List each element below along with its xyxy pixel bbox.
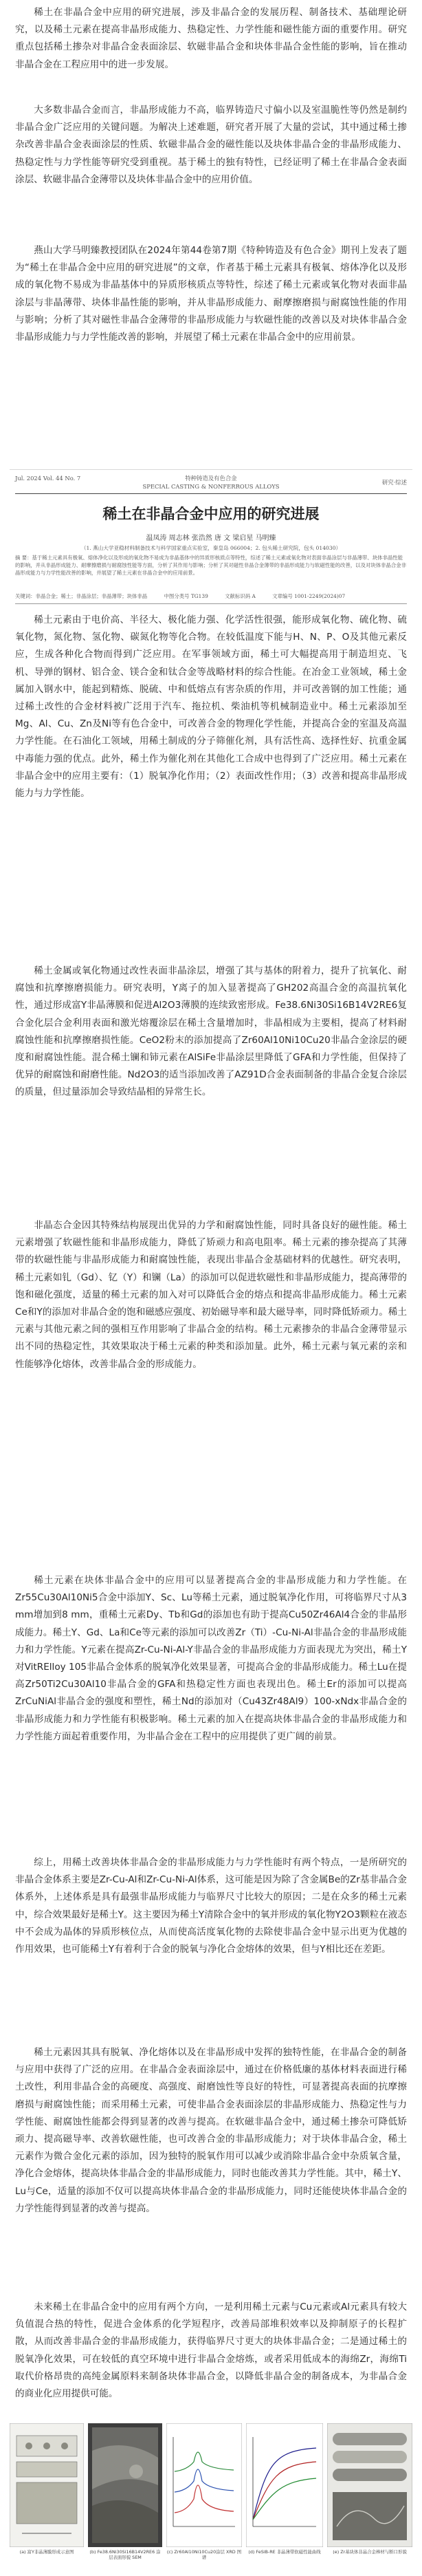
figure-e <box>327 2423 412 2555</box>
article-meta <box>15 592 407 600</box>
figure-b <box>88 2423 162 2561</box>
figure-c <box>166 2423 242 2561</box>
journal-name-cn: 特种铸造及有色合金 <box>185 475 237 482</box>
intro-text: 大多数非晶合金而言，非晶形成能力不高，临界铸造尺寸偏小以及室温脆性等仍然是制约非晶合金广泛应用的关键问题。为解决上述难题，研究者开展了大量的尝试，其中通过稀土掺杂改善非晶合金表面涂层的性质、软磁非晶合金的磁性能以及块体非晶合金的非晶形成能力、热稳定性与力学性能等研究受到重视。基于稀土的独有特性，已经证明了稀土在非晶合金表面涂层、软磁非晶合金薄带以及块体非晶合金中的应用价值。 <box>15 105 407 185</box>
intro-paragraph-3 <box>0 242 422 346</box>
journal-name <box>15 474 407 491</box>
body-text: 综上，用稀土改善块体非晶合金的非晶形成能力与力学性能时有两个特点，一是所研究的非晶合金体系主要是Zr-Cu-Al和Zr-Cu-Ni-Al体系，这可能是因为除了含金属Be的Zr基非晶合金体系外，上述体系是具有最强非晶形成能力与临界尺寸比较大的原因；二是在众多的稀土元素中，综合效果最好是稀土Y。这主要因为稀土Y清除合金中的氧并形成的氧化物Y2O3颗粒在液态中不会成为晶体的异质形核位点，从而使高活度氧化物的去除使非晶合金中显示出更为优越的作用效果，也可能稀土Y有着利于合金的脱氧与净化合金熔体的效果，但与Y相比还在差距。 <box>15 1857 407 1955</box>
meta-doc-code: 文献标识码 A <box>225 593 256 599</box>
intro-text: 稀土在非晶合金中应用的研究进展，涉及非晶合金的发展历程、制备技术、基础理论研究，以及稀土元素在提高非晶形成能力、热稳定性、力学性能和磁性能方面的重要作用。研究重点包括稀土掺杂对非晶合金表面涂层、软磁非晶合金和块体非晶合金性能的影响，旨在推动非晶合金在工程应用中的进一步发展。 <box>15 7 407 70</box>
figure-d-image <box>246 2423 323 2547</box>
figure-e-image <box>327 2423 412 2547</box>
body-text: 稀土元素在块体非晶合金中的应用可以显著提高合金的非晶形成能力和力学性能。在Zr55Cu30Al10Ni5合金中添加Y、Sc、Lu等稀土元素，通过脱氧净化作用，可将临界尺寸从3 mm增加到8 mm，重稀土元素Dy、Tb和Gd的添加也有助于提高Cu50Zr46Al4合金的非晶形成能力。稀土Y、Gd、La和Ce等元素的添加可以改善Zr（Ti）-Cu-Ni-Al非晶合金的非晶形成能力和力学性能。Y元素在提高Zr-Cu-Ni-Al-Y非晶合金的非晶形成能力方面表现尤为突出，稀土Y对VitRElloy 105非晶合金体系的脱氧净化效果显著，可提高合金的非晶形成能力。稀土Lu在提高Zr50Ti2Cu30Al10非晶合金的GFA和热稳定性方面也表现出色。稀土Er的添加可以提高ZrCuNiAl非晶合金的强度和塑性，稀土Nd的添加对（Cu43Zr48Al9）100-xNdx非晶合金的非晶形成能力和力学性能有积极影响。稀土元素的加入在提高块体非晶合金的非晶形成能力和力学性能方面起着重要作用，为非晶合金在工程中的应用提供了更广阔的前景。 <box>15 1575 407 1742</box>
article-title: 稀土在非晶合金中应用的研究进展 <box>102 505 320 522</box>
body-text: 稀土元素由于电价高、半径大、极化能力强、化学活性很强，能形成氧化物、硫化物、硫氧化物，氮化物、氢化物、碳氮化物等化合物。在较低温度下能与H、N、P、O及其他元素反应，生成各种化合物而得到广泛应用。在军事领域方面，稀土可大幅提高用于制造坦克、飞机、导弹的钢材、铝合金、镁合金和钛合金等战略材料的综合性能。在冶金工业领域，稀土金属加入钢水中，能起到精炼、脱硫、中和低熔点有害杂质的作用，并可改善钢的加工性能；通过稀土改性的合金材料被广泛用于汽车、拖拉机、柴油机等机械制造业中。稀土元素添加至Mg、Al、Cu、Zn及Ni等有色合金中，可改善合金的物理化学性能，并提高合金的室温及高温力学性能。在石油化工领域，用稀土制成的分子筛催化剂，具有活性高、选择性好、抗重金属中毒能力强的优点。此外，稀土作为催化剂在其他化工合成中也得到了广泛应用。稀土元素在非晶合金中的应用主要有：（1）脱氧净化作用；（2）表面改性作用；（3）改善和提高非晶形成能力与力学性能。 <box>15 614 407 799</box>
figure-a-caption: (a) 富Y非晶薄膜形成示意图 <box>19 2549 74 2555</box>
body-section-4 <box>10 1572 412 1746</box>
meta-keywords: 关键词：非晶合金；稀土；非晶涂层；非晶薄带；块体非晶 <box>15 593 148 599</box>
figure-a-image <box>10 2423 84 2547</box>
body-text: 稀土元素因其具有脱氧、净化熔体以及在非晶形成中发挥的独特性能，在非晶合金的制备与应用中获得了广泛的应用。在非晶合金表面涂层中，通过在价格低廉的基体材料表面进行稀土改性，利用非晶合金的高硬度、高强度、耐磨蚀性等良好的特性，可显著提高表面的抗摩擦磨损与耐腐蚀性能；而采用稀土元素，可使非晶合金表面涂层的非晶形成能力、热稳定性与力学性能、耐腐蚀性能都会得到显著的改善与提高。在软磁非晶合金中，通过稀土掺杂可降低矫顽力、提高磁导率、改善软磁性能，也可改善合金的非晶形成能力；对于块体非晶合金，稀土元素作为微合金化元素的添加，因为独特的脱氧作用可以减少或消除非晶合金中杂质氧含量，净化合金熔体，提高块体非晶合金的非晶形成能力，同时也能改善其力学性能。其中，稀土Y、Lu与Ce，适量的添加不仅可以提高块体非晶合金的非晶形成能力，同时还能使块体非晶合金的力学性能得到显著的改善与提高。 <box>15 2047 407 2214</box>
figure-a <box>10 2423 84 2555</box>
figure-e-caption: (e) Zr基块体非晶合金棒材与断口形貌 <box>333 2549 407 2555</box>
body-text: 未来稀土在非晶合金中的应用有两个方向，一是利用稀土元素与Cu元素或Al元素具有较大负值混合热的特性，促进合金体系的化学短程序，改善局部堆积效率以及抑制原子的长程扩散，从而改善非晶合金的非晶形成能力，获得临界尺寸更大的块体非晶合金；二是通过稀土的脱氧净化效果，可在较低的真空环境中进行非晶合金熔炼，或者采用低成本的海绵Zr，海绵Ti取代价格昂贵的高纯金属原料来制备块体非晶合金，以降低非晶合金的制备成本，为非晶合金的商业化应用提供可能。 <box>15 2301 407 2400</box>
journal-name-en: SPECIAL CASTING & NONFERROUS ALLOYS <box>142 483 280 490</box>
journal-issue: Jul. 2024 Vol. 44 No. 7 <box>15 475 81 482</box>
article-authors: 温凤涛 周志林 张浩然 唐 文 梁启星 马明臻 <box>146 535 276 542</box>
meta-rule <box>15 603 407 604</box>
article-page-image <box>10 469 412 2518</box>
intro-text: 燕山大学马明臻教授团队在2024年第44卷第7期《特种铸造及有色合金》期刊上发表了题为“稀土在非晶合金中应用的研究进展”的文章，作者基于稀土元素具有极氧、熔体净化以及形成的氧化物不易成为非晶基体中的异质形核质点等特性，综述了稀土元素或氧化物对表面非晶涂层与非晶薄带、块体非晶性能的影响，并从非晶形成能力、耐摩擦磨损与耐腐蚀性能的作用与影响；分析了其对磁性非晶合金薄带的非晶形成能力与软磁性能的改善以及对块体非晶合金非晶形成能力与力学性能改善的影响，并展望了稀土元素在非晶合金中的应用前景。 <box>15 245 407 343</box>
body-section-1 <box>10 612 412 802</box>
body-section-3 <box>10 1217 412 1373</box>
figure-c-image <box>166 2423 242 2547</box>
body-section-7 <box>10 2299 412 2403</box>
header-rule <box>15 493 407 494</box>
figure-strip <box>0 2419 422 2576</box>
intro-paragraph-1 <box>0 4 422 74</box>
intro-paragraph-2 <box>0 102 422 189</box>
article-affiliation: （1. 燕山大学亚稳材料制备技术与科学国家重点实验室，秦皇岛 066004；2. 包头稀土研究院，包头 014030） <box>80 545 342 551</box>
figure-c-caption: (c) Zr60Al10Ni10Cu20涂层 XRD 图谱 <box>166 2549 242 2561</box>
figure-d <box>246 2423 323 2555</box>
figure-d-caption: (d) FeSiB-RE 非晶薄带软磁性能曲线 <box>248 2549 321 2555</box>
body-text: 非晶态合金因其特殊结构展现出优异的力学和耐腐蚀性能，同时具备良好的磁性能。稀土元素增强了软磁性能和非晶形成能力，降低了矫顽力和高电阻率。稀土元素的掺杂提高了其薄带的软磁性能与非晶形成能力和耐腐蚀性能，表现出非晶合金基础材料的优越性。研究表明，稀土元素如钆（Gd）、钇（Y）和镧（La）的添加可以促进软磁性和非晶形成能力，提高薄带的饱和磁化强度，适量的稀土元素的加入对可以降低合金的熔点和提高非晶形成能力。稀土元素Ce和Y的添加对非晶合金的饱和磁感应强度、初始磁导率和最大磁导率，同时降低矫顽力。稀土元素与其他元素之间的强相互作用影响了非晶合金的结构。稀土元素掺杂的非晶合金薄带显示出不同的热稳定性，其效果取决于稀土元素的种类和添加量。此外，稀土元素与氧元素的亲和性能够净化熔体，改善非晶合金的形成能力。 <box>15 1220 407 1370</box>
figure-b-caption: (b) Fe38.6Ni30Si16B14V2RE6 涂层表面形貌 SEM <box>89 2549 161 2561</box>
figure-b-image <box>88 2423 162 2547</box>
body-section-2 <box>10 963 412 1102</box>
article-abstract: 摘 要：基于稀土元素具有极氧、熔体净化以及形成的氧化物不易成为非晶基体中的异质形核质点等特性，综述了稀土元素或氧化物对表面非晶涂层与非晶薄带、块体非晶性能的影响，并从非晶形成能力、耐摩擦磨损与耐腐蚀性能等方面，分析了其作用与影响；分析了其对磁性非晶合金薄带的非晶形成能力与软磁性能的改善，以及对块体非晶合金非晶形成能力与力学性能改善的影响，并展望了稀土元素在非晶合金中的应用前景。 <box>15 555 407 576</box>
journal-section: 研究·综述 <box>381 479 407 486</box>
meta-article-no: 文章编号 1001-2249(2024)07 <box>272 593 346 599</box>
body-text: 稀土金属或氧化物通过改性表面非晶涂层，增强了其与基体的附着力，提升了抗氧化、耐腐蚀和抗摩擦磨损能力。研究表明，Y离子的加入显著提高了GH202高温合金的高温抗氧化性，通过形成富Y非晶薄膜和促进Al2O3薄膜的连续致密形成。Fe38.6Ni30Si16B14V2RE6复合金化层合金利用表面和激光熔覆涂层在稀土含量增加时，非晶相成为主要相，提高了材料耐腐蚀性能和抗摩擦磨损性能。CeO2粉末的添加提高了Zr60Al10Ni10Cu20非晶合金涂层的硬度和耐腐蚀性能。混合稀土镧和铈元素在AlSiFe非晶涂层里降低了GFA和力学性能，但保持了优异的耐腐蚀和耐磨性能。Nd2O3的适当添加改善了AZ91D合金表面制备的非晶合金复合涂层的质量，但过量添加会导致结晶相的异常生长。 <box>15 965 407 1098</box>
body-section-5 <box>10 1854 412 1958</box>
body-section-6 <box>10 2044 412 2218</box>
meta-clc: 中图分类号 TG139 <box>164 593 208 599</box>
journal-header <box>15 474 407 492</box>
